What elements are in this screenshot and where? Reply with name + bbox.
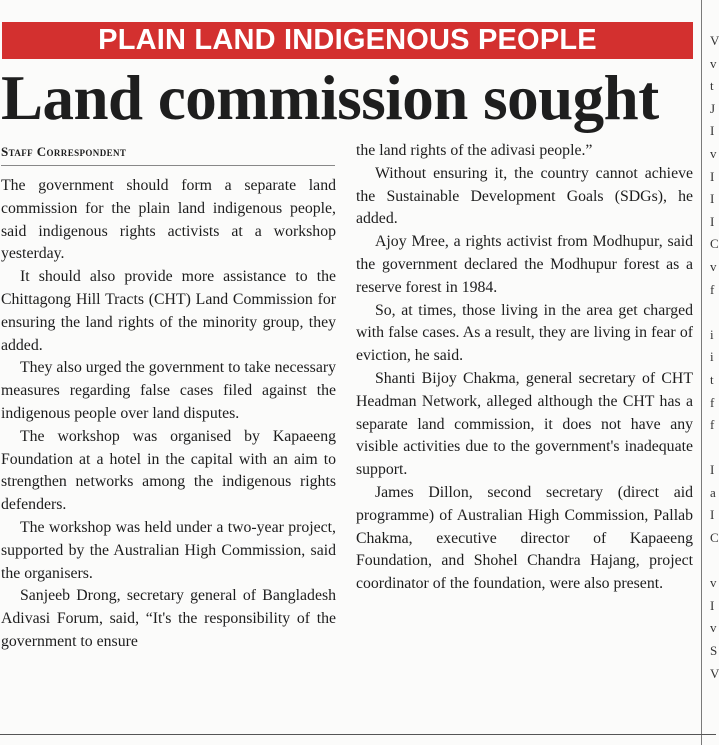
edge-letter: v bbox=[710, 575, 717, 591]
edge-letter: I bbox=[710, 507, 715, 523]
paragraph: The workshop was held under a two-year project, supported by the Australian High Commission, said the organisers. bbox=[1, 518, 336, 582]
edge-letter: t bbox=[710, 78, 714, 94]
article-headline: Land commission sought bbox=[1, 63, 659, 133]
edge-letter bbox=[710, 437, 716, 460]
edge-letter: C bbox=[710, 236, 719, 252]
edge-letter: v bbox=[710, 145, 717, 161]
column-divider bbox=[701, 0, 702, 745]
edge-letter: I bbox=[710, 597, 715, 613]
article-column-2 bbox=[356, 140, 693, 596]
edge-letter: I bbox=[710, 168, 715, 184]
edge-letter: f bbox=[710, 281, 715, 297]
edge-letter: I bbox=[710, 462, 715, 478]
edge-letter: f bbox=[710, 417, 715, 433]
edge-letter: V bbox=[710, 33, 719, 48]
paragraph: James Dillon, second secretary (direct aid programme) of Australian High Commission, Pallab Chakma, executive director of Kapaeeng Foundation, and Shohel Chandra Hajang, project coordinator of the foundation, were also present. bbox=[356, 483, 693, 593]
edge-letter: C bbox=[710, 530, 719, 546]
bottom-rule bbox=[0, 734, 716, 735]
article-column-1 bbox=[1, 175, 336, 654]
paragraph: Shanti Bijoy Chakma, general secretary of CHT Headman Network, alleged although the CHT has a separate land commission, it does not have any visible activities due to the government's inadequate support. bbox=[356, 369, 693, 479]
edge-letter: S bbox=[710, 643, 718, 659]
paragraph: The government should form a separate land commission for the plain land indigenous people, said indigenous rights activists at a workshop yesterday. bbox=[1, 177, 336, 263]
paragraph: The workshop was organised by Kapaeeng Foundation at a hotel in the capital with an aim to strengthen networks among the indigenous rights defenders. bbox=[1, 427, 336, 514]
edge-letter: I bbox=[710, 123, 715, 139]
paragraph: Ajoy Mree, a rights activist from Modhupur, said the government declared the Modhupur forest as a reserve forest in 1984. bbox=[356, 233, 693, 296]
paragraph: It should also provide more assistance to the Chittagong Hill Tracts (CHT) Land Commission for ensuring the land rights of the minority group, they added. bbox=[1, 268, 336, 354]
paragraph: Without ensuring it, the country cannot achieve the Sustainable Development Goals (SDGs), he added. bbox=[356, 164, 693, 228]
edge-letter: J bbox=[710, 100, 716, 116]
edge-letter: v bbox=[710, 258, 717, 274]
paragraph: So, at times, those living in the area get charged with false cases. As a result, they are living in fear of eviction, he said. bbox=[356, 301, 693, 365]
section-kicker-banner: PLAIN LAND INDIGENOUS PEOPLE bbox=[2, 22, 693, 59]
edge-letter: V bbox=[710, 665, 719, 681]
edge-letter bbox=[710, 550, 716, 573]
paragraph: the land rights of the adivasi people.” bbox=[356, 142, 593, 159]
edge-letter: v bbox=[710, 620, 717, 636]
edge-letter bbox=[710, 301, 716, 324]
edge-letter: i bbox=[710, 349, 714, 365]
edge-letter: i bbox=[710, 326, 714, 342]
edge-letter: a bbox=[710, 484, 716, 500]
edge-letter: t bbox=[710, 371, 714, 387]
paragraph: They also urged the government to take necessary measures regarding false cases filed against the indigenous people over land disputes. bbox=[1, 359, 336, 422]
edge-letter: f bbox=[710, 394, 715, 410]
byline: Staff Correspondent bbox=[1, 143, 335, 166]
edge-letter: I bbox=[710, 213, 715, 229]
edge-letter: v bbox=[710, 55, 717, 71]
paragraph: Sanjeeb Drong, secretary general of Bangladesh Adivasi Forum, said, “It's the responsibility of the government to ensure bbox=[1, 587, 336, 650]
adjacent-column-edge bbox=[710, 30, 719, 685]
edge-letter: I bbox=[710, 191, 715, 207]
